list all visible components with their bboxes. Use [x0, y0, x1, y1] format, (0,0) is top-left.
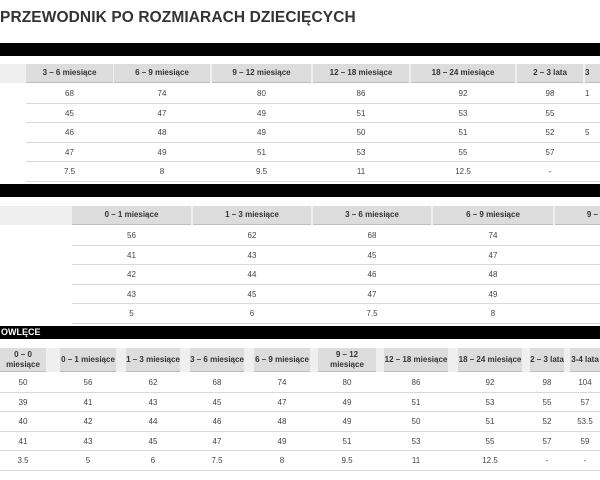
table-3-header: 1 – 3 miesiące [126, 348, 180, 372]
table-cell: 53 [458, 108, 468, 118]
table-cell: 6 [249, 309, 255, 319]
table-cell: 51 [356, 108, 366, 118]
table-cell: 42 [127, 270, 136, 280]
table-cell: 7.5 [211, 456, 223, 466]
table-1-header: 3 [585, 64, 600, 83]
table-cell: 40 [18, 417, 28, 427]
page-title: PRZEWODNIK PO ROZMIARACH DZIECIĘCYCH [0, 9, 356, 26]
table-cell: 11 [411, 456, 421, 466]
table-cell: 49 [277, 436, 287, 446]
table-cell: 6 [150, 456, 156, 466]
table-cell: 57 [542, 436, 552, 446]
table-cell: 47 [367, 289, 377, 299]
table-cell: 42 [83, 417, 93, 427]
table-cell: 104 [578, 378, 592, 388]
table-cell: 46 [65, 128, 74, 138]
table-2-band-label [0, 185, 1, 195]
table-1-row [0, 162, 600, 182]
table-3-header: 3-4 lata [570, 348, 600, 372]
table-cell [555, 304, 600, 324]
table-cell: 45 [65, 108, 74, 118]
table-cell: 92 [458, 89, 468, 99]
table-cell: 50 [18, 378, 28, 388]
table-1-band [0, 43, 600, 56]
table-cell [585, 162, 600, 182]
table-cell: 47 [65, 147, 74, 157]
table-2-row [0, 265, 600, 285]
table-cell: 74 [488, 231, 498, 241]
table-3-header-row [0, 348, 600, 372]
table-1-row [0, 123, 600, 143]
table-2-header: 3 – 6 miesiące [313, 206, 431, 225]
table-cell [585, 143, 600, 163]
table-cell: 98 [545, 89, 555, 99]
table-cell: 48 [277, 417, 287, 427]
table-2-row [0, 226, 600, 246]
table-1-header: 9 – 12 miesiące [212, 64, 311, 83]
table-cell: 44 [148, 417, 158, 427]
table-2-row [0, 304, 600, 324]
table-cell: 8 [490, 309, 496, 319]
table-1-header: 18 – 24 miesiące [411, 64, 515, 83]
table-cell: 41 [83, 397, 93, 407]
table-cell [555, 265, 600, 285]
table-cell: 8 [159, 167, 165, 177]
table-cell: 3.5 [17, 456, 29, 466]
table-cell: 8 [279, 456, 285, 466]
table-3-header: 6 – 9 miesiące [254, 348, 310, 372]
table-cell: 5 [585, 128, 590, 138]
table-2-header: 6 – 9 miesiące [433, 206, 553, 225]
table-cell [555, 246, 600, 266]
table-cell [555, 226, 600, 246]
table-cell: 44 [247, 270, 257, 280]
table-cell: 43 [83, 436, 93, 446]
table-3-row [0, 412, 600, 432]
table-cell: 59 [580, 436, 590, 446]
table-3-row [0, 451, 600, 471]
table-cell: 49 [257, 108, 266, 118]
table-cell: 80 [342, 378, 352, 388]
table-cell: 41 [18, 436, 28, 446]
table-cell: 39 [18, 397, 28, 407]
table-3-row [0, 373, 600, 393]
table-2-header: 0 – 1 miesiące [72, 206, 191, 225]
table-cell: - [583, 456, 587, 466]
table-cell: 74 [157, 89, 167, 99]
table-cell: 74 [277, 378, 287, 388]
table-cell: 49 [157, 147, 167, 157]
table-2-header-row [0, 206, 600, 225]
table-cell: 45 [148, 436, 158, 446]
table-cell: 53 [356, 147, 366, 157]
table-1-row [0, 84, 600, 104]
table-cell: 52 [545, 128, 555, 138]
table-3-header: 2 – 3 lata [530, 348, 564, 372]
table-cell: 57 [580, 397, 590, 407]
table-cell: 56 [83, 378, 93, 388]
table-cell: 43 [247, 250, 257, 260]
table-cell: 7.5 [366, 309, 378, 319]
table-3-header: 9 – 12 miesiące [318, 348, 376, 372]
table-cell: 53 [411, 436, 421, 446]
table-3-header: 3 – 6 miesiące [190, 348, 244, 372]
table-cell: 98 [542, 378, 552, 388]
table-cell: 57 [545, 147, 555, 157]
table-3-header: 12 – 18 miesiące [384, 348, 448, 372]
table-1-header: 6 – 9 miesiące [114, 64, 210, 83]
table-3-row [0, 393, 600, 413]
table-cell: 11 [356, 167, 366, 177]
table-2-header: 1 – 3 miesiące [193, 206, 311, 225]
table-cell: 45 [247, 289, 257, 299]
table-cell: 86 [356, 89, 366, 99]
table-cell: - [548, 167, 552, 177]
table-cell: 49 [488, 289, 498, 299]
table-cell: 47 [488, 250, 498, 260]
table-cell: 43 [148, 397, 158, 407]
table-1-header-row [0, 64, 600, 83]
table-cell: - [545, 456, 549, 466]
table-cell: 5 [85, 456, 91, 466]
table-cell: 47 [157, 108, 167, 118]
table-cell: 7.5 [63, 167, 76, 177]
table-cell: 9.5 [255, 167, 268, 177]
table-cell: 43 [127, 289, 136, 299]
table-cell: 50 [356, 128, 366, 138]
table-2-row [0, 246, 600, 266]
table-2-row [0, 285, 600, 305]
table-cell: 45 [212, 397, 222, 407]
table-cell: 62 [148, 378, 158, 388]
table-cell: 51 [257, 147, 266, 157]
table-cell: 48 [488, 270, 498, 280]
table-cell: 51 [485, 417, 495, 427]
row-divider [0, 470, 600, 471]
table-cell: 49 [342, 397, 352, 407]
table-3-header: 0 – 0 miesiące [0, 348, 46, 372]
table-cell: 45 [367, 250, 377, 260]
table-cell: 51 [411, 397, 421, 407]
row-divider [26, 181, 600, 182]
table-cell: 53 [485, 397, 495, 407]
table-cell: 55 [458, 147, 468, 157]
table-cell: 47 [277, 397, 287, 407]
table-cell: 41 [127, 250, 136, 260]
table-cell: 46 [367, 270, 377, 280]
table-cell: 68 [212, 378, 222, 388]
table-cell: 56 [127, 231, 136, 241]
table-cell: 49 [257, 128, 266, 138]
table-2-band [0, 184, 600, 197]
table-1-row [0, 104, 600, 124]
table-2-header: 9 – [555, 206, 600, 225]
table-cell: 46 [212, 417, 222, 427]
table-cell: 80 [257, 89, 266, 99]
row-divider [72, 323, 600, 324]
table-cell: 5 [129, 309, 134, 319]
table-1-header: 12 – 18 miesiące [313, 64, 409, 83]
table-1-band-label [0, 44, 1, 54]
table-cell: 48 [157, 128, 167, 138]
table-cell: 68 [65, 89, 74, 99]
table-cell: 12.5 [455, 167, 471, 177]
table-cell: 92 [485, 378, 495, 388]
table-cell: 1 [585, 89, 590, 99]
table-cell: 9.5 [341, 456, 353, 466]
table-cell [585, 104, 600, 124]
table-3-row [0, 432, 600, 452]
table-cell: 53.5 [577, 417, 593, 427]
table-cell: 55 [542, 397, 552, 407]
table-cell: 52 [542, 417, 552, 427]
table-1-header: 2 – 3 lata [517, 64, 583, 83]
table-cell: 68 [367, 231, 377, 241]
table-3-header: 18 – 24 miesiące [458, 348, 522, 372]
table-3-band [0, 326, 600, 339]
table-cell: 49 [342, 417, 352, 427]
table-cell [555, 285, 600, 305]
table-cell: 47 [212, 436, 222, 446]
table-cell: 50 [411, 417, 421, 427]
table-1-header: 3 – 6 miesiące [26, 64, 113, 83]
table-cell: 12.5 [482, 456, 498, 466]
table-3-header: 0 – 1 miesiące [60, 348, 116, 372]
table-cell: 51 [342, 436, 352, 446]
table-3-band-label: OWLĘCE [1, 327, 41, 337]
table-cell: 62 [247, 231, 257, 241]
table-cell: 86 [411, 378, 421, 388]
table-cell: 55 [545, 108, 555, 118]
table-1-row [0, 143, 600, 163]
table-cell: 51 [458, 128, 468, 138]
table-cell: 55 [485, 436, 495, 446]
